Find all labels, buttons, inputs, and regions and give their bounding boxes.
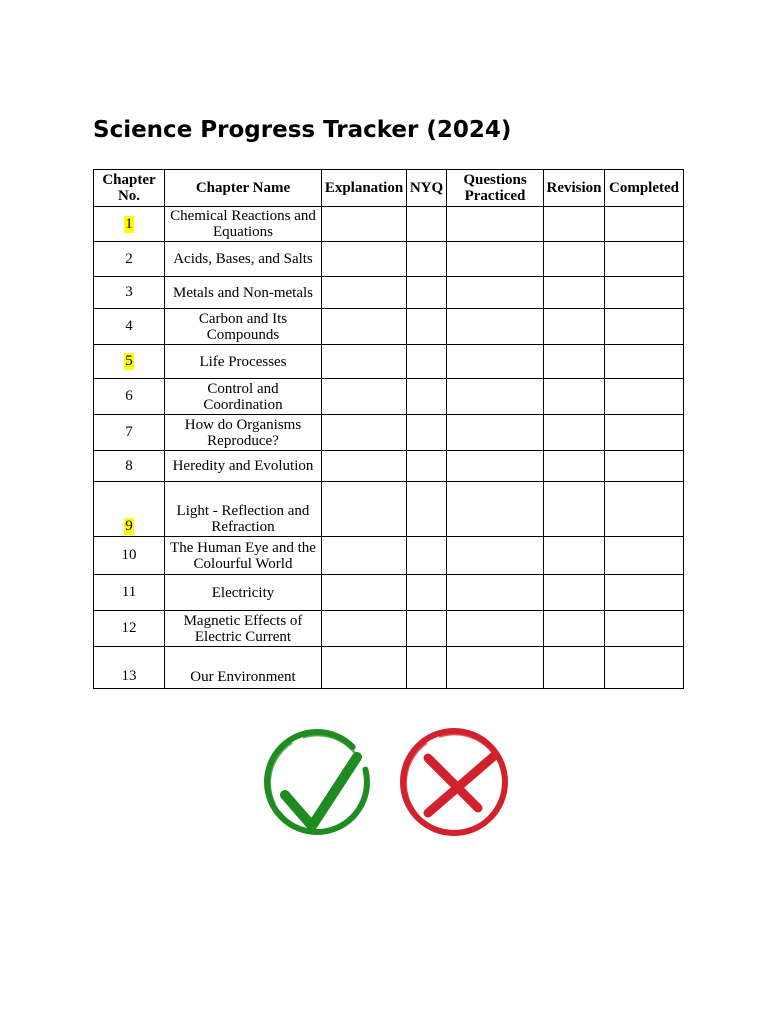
nyq-cell [407, 451, 447, 482]
chapter-name-cell: Electricity [165, 575, 322, 611]
nyq-cell [407, 611, 447, 647]
questions-practiced-cell [447, 379, 544, 415]
explanation-cell [322, 309, 407, 345]
table-row [94, 647, 684, 689]
nyq-cell [407, 379, 447, 415]
chapter-name-cell: The Human Eye and the Colourful World [165, 537, 322, 575]
header-chapter-no: Chapter No. [94, 170, 165, 207]
explanation-cell [322, 451, 407, 482]
chapter-no-cell [94, 451, 165, 482]
questions-practiced-cell [447, 309, 544, 345]
revision-cell [544, 451, 605, 482]
chapter-no: 12 [121, 620, 137, 636]
revision-cell [544, 309, 605, 345]
nyq-cell [407, 309, 447, 345]
questions-practiced-cell [447, 647, 544, 689]
table-row [94, 309, 684, 345]
highlighted-chapter-no: 1 [125, 215, 133, 232]
chapter-name-cell: Heredity and Evolution [165, 451, 322, 482]
check-mark-icon [258, 724, 376, 842]
header-row [94, 170, 684, 207]
chapter-name-cell: Magnetic Effects of Electric Current [165, 611, 322, 647]
nyq-cell [407, 482, 447, 537]
chapter-no: 7 [125, 424, 133, 440]
questions-practiced-cell [447, 277, 544, 309]
questions-practiced-cell [447, 345, 544, 379]
chapter-name-cell: Acids, Bases, and Salts [165, 242, 322, 277]
header-completed: Completed [605, 170, 684, 207]
explanation-cell [322, 611, 407, 647]
header-chapter-name: Chapter Name [165, 170, 322, 207]
header-explanation: Explanation [322, 170, 407, 207]
revision-cell [544, 379, 605, 415]
revision-cell [544, 575, 605, 611]
nyq-cell [407, 647, 447, 689]
revision-cell [544, 415, 605, 451]
revision-cell [544, 242, 605, 277]
questions-practiced-cell [447, 575, 544, 611]
table-row [94, 207, 684, 242]
chapter-no-cell [94, 537, 165, 575]
questions-practiced-cell [447, 207, 544, 242]
revision-cell [544, 611, 605, 647]
explanation-cell [322, 575, 407, 611]
completed-cell [605, 379, 684, 415]
chapter-no-cell [94, 611, 165, 647]
table-row [94, 379, 684, 415]
chapter-no: 6 [125, 388, 133, 404]
table-row [94, 611, 684, 647]
completed-cell [605, 345, 684, 379]
chapter-no: 13 [121, 668, 137, 684]
revision-cell [544, 482, 605, 537]
highlighted-chapter-no: 9 [125, 518, 133, 534]
completed-cell [605, 537, 684, 575]
chapter-name-cell: Our Environment [165, 647, 322, 689]
explanation-cell [322, 647, 407, 689]
nyq-cell [407, 415, 447, 451]
chapter-no-cell [94, 575, 165, 611]
chapter-no: 4 [125, 318, 133, 334]
table-row [94, 575, 684, 611]
completed-cell [605, 482, 684, 537]
chapter-name-cell: How do Organisms Reproduce? [165, 415, 322, 451]
nyq-cell [407, 537, 447, 575]
chapter-name-cell: Chemical Reactions and Equations [165, 207, 322, 242]
tracker-table [93, 169, 684, 689]
table-body [94, 207, 684, 689]
explanation-cell [322, 277, 407, 309]
chapter-no: 2 [125, 250, 133, 267]
chapter-name-cell: Carbon and Its Compounds [165, 309, 322, 345]
chapter-no-cell [94, 242, 165, 277]
chapter-no-cell [94, 207, 165, 242]
chapter-name-cell: Control and Coordination [165, 379, 322, 415]
questions-practiced-cell [447, 242, 544, 277]
questions-practiced-cell [447, 537, 544, 575]
questions-practiced-cell [447, 451, 544, 482]
completed-cell [605, 611, 684, 647]
table-header [94, 170, 684, 207]
revision-cell [544, 647, 605, 689]
completed-cell [605, 207, 684, 242]
nyq-cell [407, 277, 447, 309]
questions-practiced-cell [447, 611, 544, 647]
completed-cell [605, 647, 684, 689]
chapter-no: 8 [125, 457, 133, 474]
nyq-cell [407, 345, 447, 379]
explanation-cell [322, 242, 407, 277]
revision-cell [544, 537, 605, 575]
chapter-no-cell [94, 277, 165, 309]
table-row [94, 537, 684, 575]
highlighted-chapter-no: 5 [125, 353, 133, 369]
chapter-name-cell: Life Processes [165, 345, 322, 379]
explanation-cell [322, 379, 407, 415]
chapter-name-cell: Metals and Non-metals [165, 277, 322, 309]
completed-cell [605, 575, 684, 611]
nyq-cell [407, 207, 447, 242]
table-row [94, 242, 684, 277]
explanation-cell [322, 207, 407, 242]
table-row [94, 277, 684, 309]
chapter-no-cell [94, 345, 165, 379]
revision-cell [544, 207, 605, 242]
chapter-no-cell [94, 309, 165, 345]
page-title: Science Progress Tracker (2024) [93, 117, 512, 143]
table-row [94, 345, 684, 379]
header-questions-practiced: Questions Practiced [447, 170, 544, 207]
explanation-cell [322, 415, 407, 451]
explanation-cell [322, 482, 407, 537]
questions-practiced-cell [447, 482, 544, 537]
table-row [94, 415, 684, 451]
chapter-no-cell [94, 379, 165, 415]
chapter-no-cell [94, 482, 165, 537]
table-row [94, 451, 684, 482]
chapter-no: 11 [121, 584, 137, 600]
revision-cell [544, 345, 605, 379]
chapter-no-cell [94, 647, 165, 689]
chapter-no: 3 [125, 284, 133, 300]
explanation-cell [322, 537, 407, 575]
header-revision: Revision [544, 170, 605, 207]
chapter-no: 10 [121, 547, 137, 563]
completed-cell [605, 309, 684, 345]
table-row [94, 482, 684, 537]
cross-stroke-back [428, 758, 478, 808]
nyq-cell [407, 575, 447, 611]
chapter-name-cell: Light - Reflection and Refraction [165, 482, 322, 537]
completed-cell [605, 415, 684, 451]
explanation-cell [322, 345, 407, 379]
nyq-cell [407, 242, 447, 277]
revision-cell [544, 277, 605, 309]
cross-mark-icon [394, 722, 514, 842]
completed-cell [605, 277, 684, 309]
questions-practiced-cell [447, 415, 544, 451]
check-stroke [285, 757, 357, 826]
completed-cell [605, 242, 684, 277]
completed-cell [605, 451, 684, 482]
header-nyq: NYQ [407, 170, 447, 207]
chapter-no-cell [94, 415, 165, 451]
